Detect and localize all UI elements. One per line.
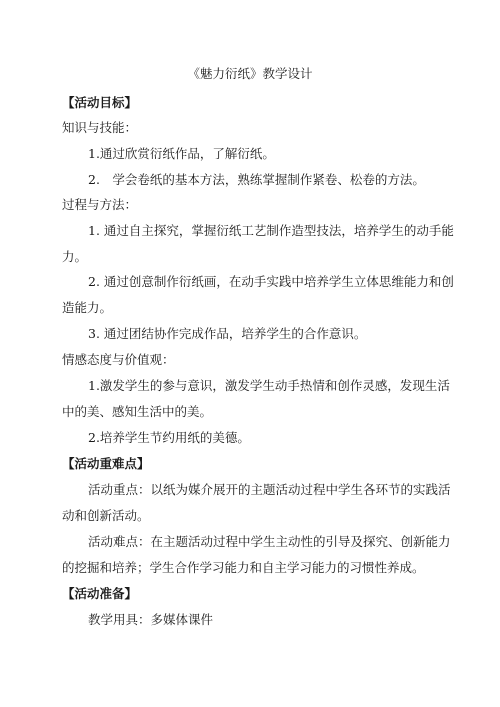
teaching-tools: 教学用具：多媒体课件 [88, 612, 214, 627]
knowledge-item-2: 2. 学会卷纸的基本方法，熟练掌握制作紧卷、松卷的方法。 [88, 172, 425, 187]
section-heading-focus: 【活动重难点】 [62, 456, 150, 471]
process-item-2-line2: 造能力。 [62, 300, 113, 315]
difficulty-line2: 的挖掘和培养；学生合作学习能力和自主学习能力的习惯性养成。 [62, 560, 425, 575]
subheading-process: 过程与方法： [62, 197, 138, 212]
emotion-item-1-line2: 中的美、感知生活中的美。 [62, 404, 213, 419]
section-heading-goals: 【活动目标】 [62, 95, 138, 110]
key-point-line2: 动和创新活动。 [62, 508, 150, 523]
subheading-emotion: 情感态度与价值观： [62, 352, 175, 367]
section-heading-prep: 【活动准备】 [62, 586, 138, 601]
document-title: 《魅力衍纸》教学设计 [187, 66, 313, 81]
process-item-1-line1: 1. 通过自主探究，掌握衍纸工艺制作造型技法，培养学生的动手能 [88, 223, 454, 238]
difficulty-line1: 活动难点：在主题活动过程中学生主动性的引导及探究、创新能力 [88, 534, 451, 549]
process-item-1-line2: 力。 [62, 249, 88, 264]
process-item-3: 3. 通过团结协作完成作品，培养学生的合作意识。 [88, 326, 367, 341]
knowledge-item-1: 1.通过欣赏衍纸作品，了解衍纸。 [88, 146, 275, 161]
emotion-item-2: 2.培养学生节约用纸的美德。 [88, 430, 250, 445]
process-item-2-line1: 2. 通过创意制作衍纸画，在动手实践中培养学生立体思维能力和创 [88, 274, 454, 289]
emotion-item-1-line1: 1.激发学生的参与意识，激发学生动手热情和创作灵感，发现生活 [88, 378, 450, 393]
key-point-line1: 活动重点：以纸为媒介展开的主题活动过程中学生各环节的实践活 [88, 482, 451, 497]
subheading-knowledge: 知识与技能： [62, 120, 138, 135]
